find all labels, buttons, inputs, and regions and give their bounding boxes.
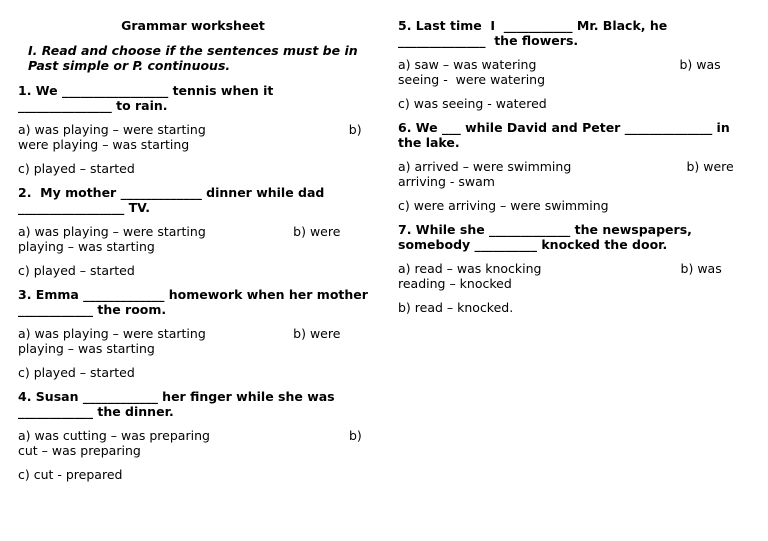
question-7-option-c: b) read – knocked. xyxy=(398,300,514,315)
question-7-options-ab: a) read – was knocking b) was reading – knocked xyxy=(398,261,726,291)
question-3-option-c: c) played – started xyxy=(18,365,135,380)
question-6-options-ab: a) arrived – were swimming b) were arriving - swam xyxy=(398,159,738,189)
question-3: 3. Emma _____________ homework when her mother ____________ the room. xyxy=(18,287,373,317)
question-4-options-ab: a) was cutting – was preparing b) cut – was preparing xyxy=(18,428,366,458)
question-1-options-ab: a) was playing – were starting b) were playing – was starting xyxy=(18,122,366,152)
question-3-options-ab: a) was playing – were starting b) were playing – was starting xyxy=(18,326,345,356)
question-5: 5. Last time I ___________ Mr. Black, he ______________ the flowers. xyxy=(398,18,672,48)
instruction: I. Read and choose if the sentences must be in Past simple or P. continuous. xyxy=(28,43,358,73)
question-2-options-ab: a) was playing – were starting b) were playing – was starting xyxy=(18,224,345,254)
question-4-option-c: c) cut - prepared xyxy=(18,467,123,482)
question-1: 1. We _________________ tennis when it _______________ to rain. xyxy=(18,83,278,113)
question-5-option-c: c) was seeing - watered xyxy=(398,96,547,111)
question-4: 4. Susan ____________ her finger while she was ____________ the dinner. xyxy=(18,389,339,419)
question-2-option-c: c) played – started xyxy=(18,263,135,278)
question-1-option-c: c) played – started xyxy=(18,161,135,176)
right-column xyxy=(398,0,750,324)
worksheet-title: Grammar worksheet xyxy=(121,18,265,33)
question-6: 6. We ___ while David and Peter ______________ in the lake. xyxy=(398,120,735,150)
question-7: 7. While she _____________ the newspapers, somebody __________ knocked the door. xyxy=(398,222,697,252)
question-2: 2. My mother _____________ dinner while dad _________________ TV. xyxy=(18,185,329,215)
left-column xyxy=(18,0,373,491)
question-6-option-c: c) were arriving – were swimming xyxy=(398,198,609,213)
question-5-options-ab: a) saw – was watering b) was seeing - were watering xyxy=(398,57,725,87)
